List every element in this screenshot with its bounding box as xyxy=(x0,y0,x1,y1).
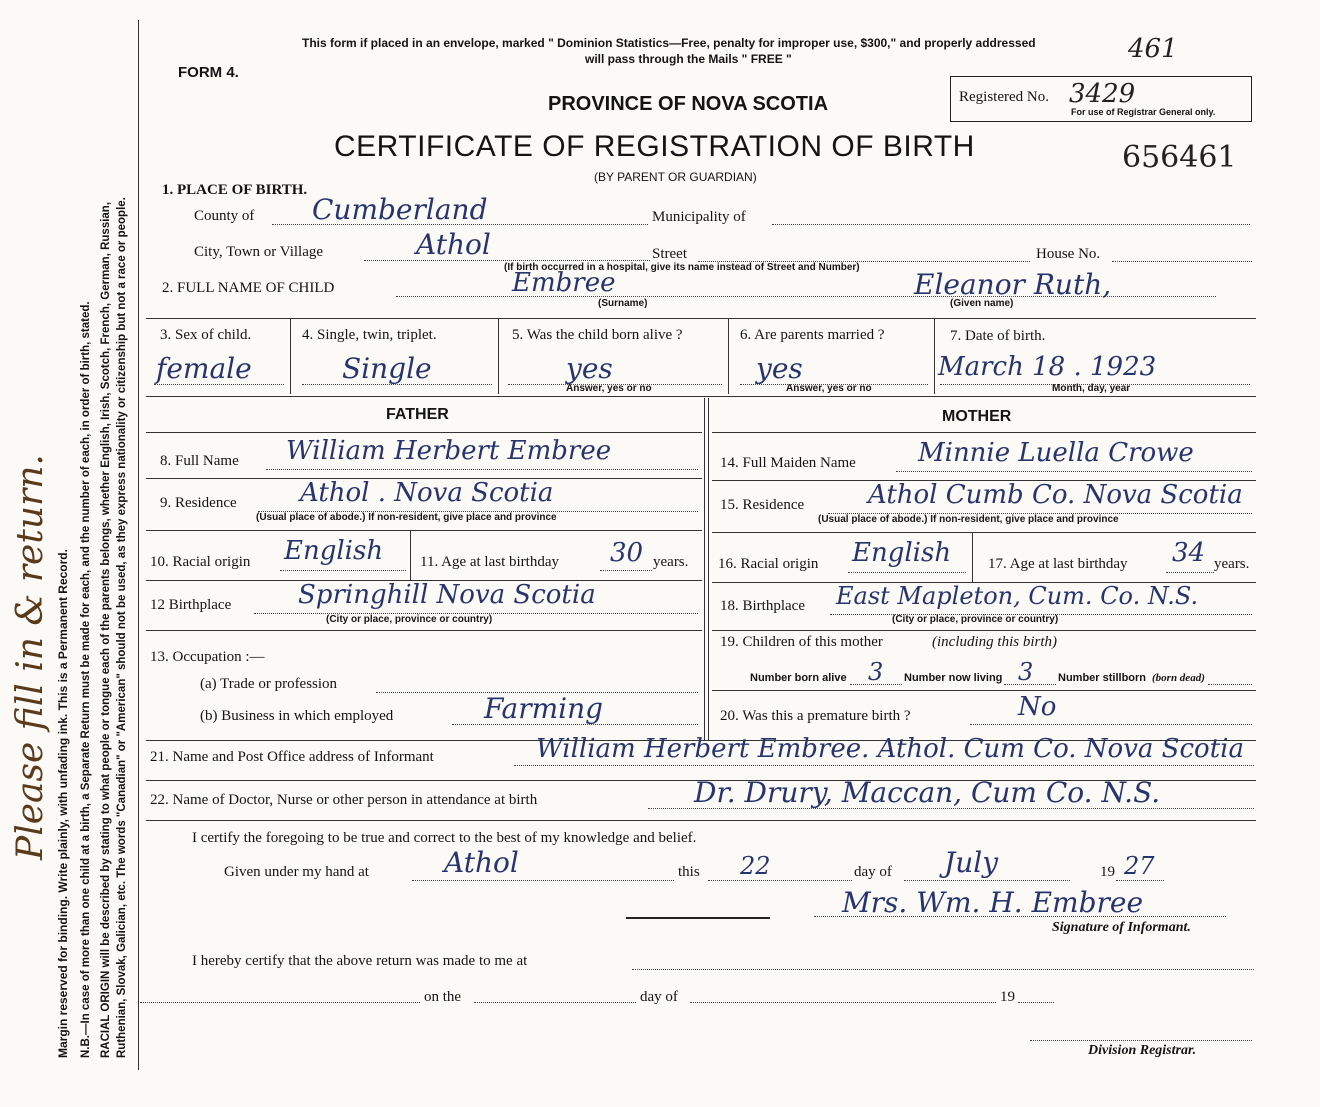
mother-racial-age-divider xyxy=(972,532,973,582)
business-label: (b) Business in which employed xyxy=(200,708,394,724)
place-of-birth-label: 1. PLACE OF BIRTH. xyxy=(162,182,308,198)
father-birthplace-value: Springhill Nova Scotia xyxy=(298,580,596,610)
born-alive-caption: Answer, yes or no xyxy=(566,383,652,394)
parents-column-divider-a xyxy=(704,398,705,740)
premature-line xyxy=(970,724,1252,725)
father-racial-age-divider xyxy=(410,530,411,580)
margin-binding-note: Margin reserved for binding. Write plainly, with unfading ink. This is a Permanent Record. xyxy=(56,549,70,1058)
father-racial-label: 10. Racial origin xyxy=(150,554,251,570)
mother-name-label: 14. Full Maiden Name xyxy=(720,455,856,471)
heading-rule-right xyxy=(712,432,1256,433)
occupation-label: 13. Occupation :— xyxy=(150,649,265,665)
year-line xyxy=(1116,880,1164,881)
now-living-count-label: Number now living xyxy=(904,672,1003,684)
mother-age-value: 34 xyxy=(1172,538,1206,568)
registrar-place-line xyxy=(632,969,1254,970)
date-of-birth-caption: Month, day, year xyxy=(1052,383,1131,394)
row3-divider-2 xyxy=(498,318,499,394)
certificate-title: CERTIFICATE OF REGISTRATION OF BIRTH xyxy=(334,130,975,163)
father-birthplace-label: 12 Birthplace xyxy=(150,597,232,613)
registered-note: For use of Registrar General only. xyxy=(1071,107,1216,117)
racial-origin-note-1: RACIAL ORIGIN will be described by stating to what people or tongue each of the parents belongs, whether English, Irish, Scotch, French, German, Russian, xyxy=(100,201,112,1058)
municipality-line xyxy=(772,224,1250,225)
heading-rule-left xyxy=(146,432,702,433)
date-of-birth-label: 7. Date of birth. xyxy=(950,328,1046,344)
born-alive-value: yes xyxy=(566,352,613,385)
day-of-label: day of xyxy=(854,864,892,880)
mother-racial-line xyxy=(848,572,966,573)
row3-top-rule xyxy=(146,318,1256,319)
father-age-line xyxy=(600,570,652,571)
father-years-label: years. xyxy=(653,554,689,570)
registrar-day-of-label: day of xyxy=(640,989,678,1005)
father-racial-line xyxy=(280,570,406,571)
mother-residence-value: Athol Cumb Co. Nova Scotia xyxy=(868,480,1243,510)
mother-rule-5 xyxy=(712,690,1256,691)
given-place-value: Athol xyxy=(444,846,519,879)
certificate-subtitle: (BY PARENT OR GUARDIAN) xyxy=(594,170,757,184)
on-the-label: on the xyxy=(424,989,462,1005)
business-value: Farming xyxy=(484,692,604,725)
single-value: Single xyxy=(342,352,432,385)
parents-married-label: 6. Are parents married ? xyxy=(740,327,885,343)
mother-age-label: 17. Age at last birthday xyxy=(988,556,1128,572)
informant-value: William Herbert Embree. Athol. Cum Co. Nova Scotia xyxy=(536,734,1244,764)
binding-margin-line xyxy=(138,20,139,1070)
mother-name-line xyxy=(896,471,1252,472)
single-label: 4. Single, twin, triplet. xyxy=(302,327,437,343)
side-handwritten-number: 656461 xyxy=(1122,140,1237,175)
informant-label: 21. Name and Post Office address of Informant xyxy=(150,749,434,765)
signature-caption: Signature of Informant. xyxy=(1052,920,1191,935)
now-living-count-value: 3 xyxy=(1018,658,1034,686)
registrar-month-line xyxy=(690,1002,996,1003)
month-line xyxy=(904,880,1070,881)
row3-divider-1 xyxy=(290,318,291,394)
day-line xyxy=(708,880,852,881)
row3-bottom-rule xyxy=(146,396,1256,397)
short-rule xyxy=(626,917,770,919)
stillborn-count-line xyxy=(1208,684,1252,685)
given-name-caption: (Given name) xyxy=(950,298,1014,309)
year-value: 27 xyxy=(1124,852,1155,880)
form-number: FORM 4. xyxy=(178,64,239,81)
parents-column-divider-b xyxy=(708,398,709,740)
parents-married-caption: Answer, yes or no xyxy=(786,383,872,394)
trade-label: (a) Trade or profession xyxy=(200,676,338,692)
father-name-line xyxy=(266,469,698,470)
division-registrar-line xyxy=(1030,1040,1252,1041)
doctor-rule xyxy=(146,820,1256,821)
doctor-label: 22. Name of Doctor, Nurse or other person in attendance at birth xyxy=(150,792,538,808)
city-line xyxy=(364,260,650,261)
premature-value: No xyxy=(1018,692,1057,722)
city-value: Athol xyxy=(416,228,491,261)
registered-label: Registered No. xyxy=(959,89,1049,105)
premature-label: 20. Was this a premature birth ? xyxy=(720,708,911,724)
province-heading: PROVINCE OF NOVA SCOTIA xyxy=(548,93,829,115)
mother-heading: MOTHER xyxy=(942,408,1012,425)
mother-name-value: Minnie Luella Crowe xyxy=(918,438,1194,468)
hospital-note: (If birth occurred in a hospital, give its name instead of Street and Number) xyxy=(504,262,860,273)
racial-origin-note-2: Ruthenian, Slovak, Galician, etc. The words "Canadian" or "American" should not be used, as they express nationality or citizenship but not a race or people. xyxy=(116,197,128,1058)
parents-married-value: yes xyxy=(756,352,803,385)
sex-value: female xyxy=(156,352,252,385)
mother-rule-2 xyxy=(712,532,1256,533)
handwritten-margin-note: Please fill in & return. xyxy=(10,454,51,860)
postal-notice-line-1: This form if placed in an envelope, marked " Dominion Statistics—Free, penalty for improper use, $300," and properly addressed xyxy=(302,36,1036,50)
nb-note: N.B.—In case of more than one child at a birth, a Separate Return must be made for each, and the number of each, in order of birth, stated. xyxy=(80,301,92,1058)
father-age-label: 11. Age at last birthday xyxy=(420,554,559,570)
given-place-line xyxy=(412,880,674,881)
city-label: City, Town or Village xyxy=(194,244,324,260)
born-alive-count-value: 3 xyxy=(868,658,884,686)
house-no-line xyxy=(1112,261,1252,262)
house-no-label: House No. xyxy=(1036,246,1101,262)
mother-birthplace-label: 18. Birthplace xyxy=(720,598,805,614)
street-label: Street xyxy=(652,246,687,262)
father-residence-label: 9. Residence xyxy=(160,495,237,511)
row3-divider-4 xyxy=(934,318,935,394)
father-residence-caption: (Usual place of abode.) If non-resident, give place and province xyxy=(256,512,557,523)
surname-caption: (Surname) xyxy=(598,298,648,309)
father-name-value: William Herbert Embree xyxy=(286,436,612,466)
father-name-label: 8. Full Name xyxy=(160,453,239,469)
registered-value: 3429 xyxy=(1069,79,1136,109)
father-residence-value: Athol . Nova Scotia xyxy=(300,478,554,508)
registrar-name-line xyxy=(140,1002,420,1003)
born-alive-label: 5. Was the child born alive ? xyxy=(512,327,683,343)
child-given-name-value: Eleanor Ruth, xyxy=(914,268,1112,301)
father-racial-value: English xyxy=(284,536,384,566)
children-label: 19. Children of this mother xyxy=(720,634,883,650)
this-label: this xyxy=(678,864,700,880)
born-alive-count-label: Number born alive xyxy=(750,672,847,684)
mother-residence-label: 15. Residence xyxy=(720,497,805,513)
stillborn-note: (born dead) xyxy=(1152,672,1205,684)
mother-birthplace-value: East Mapleton, Cum. Co. N.S. xyxy=(836,582,1199,610)
certify-statement: I certify the foregoing to be true and correct to the best of my knowledge and belief. xyxy=(192,830,697,846)
date-of-birth-value: March 18 . 1923 xyxy=(938,352,1157,382)
father-heading: FATHER xyxy=(386,406,449,423)
informant-line xyxy=(514,765,1254,766)
day-value: 22 xyxy=(740,852,771,880)
registrar-year-line xyxy=(1018,1002,1054,1003)
children-note: (including this birth) xyxy=(932,634,1057,650)
father-birthplace-caption: (City or place, province or country) xyxy=(326,614,493,625)
county-label: County of xyxy=(194,208,255,224)
stillborn-count-label: Number stillborn xyxy=(1058,672,1147,684)
postal-notice-line-2: will pass through the Mails " FREE " xyxy=(585,52,792,66)
registrar-statement: I hereby certify that the above return was made to me at xyxy=(192,953,528,969)
child-name-label: 2. FULL NAME OF CHILD xyxy=(162,280,335,296)
father-age-value: 30 xyxy=(610,538,644,568)
child-surname-value: Embree xyxy=(512,268,616,298)
mother-years-label: years. xyxy=(1214,556,1250,572)
row3-divider-3 xyxy=(728,318,729,394)
father-rule-2 xyxy=(146,530,702,531)
informant-signature: Mrs. Wm. H. Embree xyxy=(842,886,1144,919)
signature-line xyxy=(814,916,1226,917)
mother-residence-caption: (Usual place of abode.) If non-resident, give place and province xyxy=(818,514,1119,525)
mother-racial-label: 16. Racial origin xyxy=(718,556,819,572)
sex-label: 3. Sex of child. xyxy=(160,327,252,343)
month-value: July xyxy=(944,846,999,879)
year-prefix-label: 19 xyxy=(1100,864,1115,880)
municipality-label: Municipality of xyxy=(652,209,746,225)
given-under-hand-label: Given under my hand at xyxy=(224,864,369,880)
county-value: Cumberland xyxy=(312,193,488,226)
father-rule-4 xyxy=(146,630,702,631)
top-handwritten-number: 461 xyxy=(1128,34,1178,64)
registered-number-box xyxy=(950,76,1252,122)
mother-birthplace-caption: (City or place, province or country) xyxy=(892,614,1059,625)
doctor-value: Dr. Drury, Maccan, Cum Co. N.S. xyxy=(694,776,1161,809)
mother-rule-4 xyxy=(712,630,1256,631)
registrar-day-line xyxy=(474,1002,636,1003)
mother-age-line xyxy=(1166,572,1214,573)
mother-racial-value: English xyxy=(852,538,952,568)
division-registrar-caption: Division Registrar. xyxy=(1088,1043,1197,1058)
registrar-year-label: 19 xyxy=(1000,989,1015,1005)
